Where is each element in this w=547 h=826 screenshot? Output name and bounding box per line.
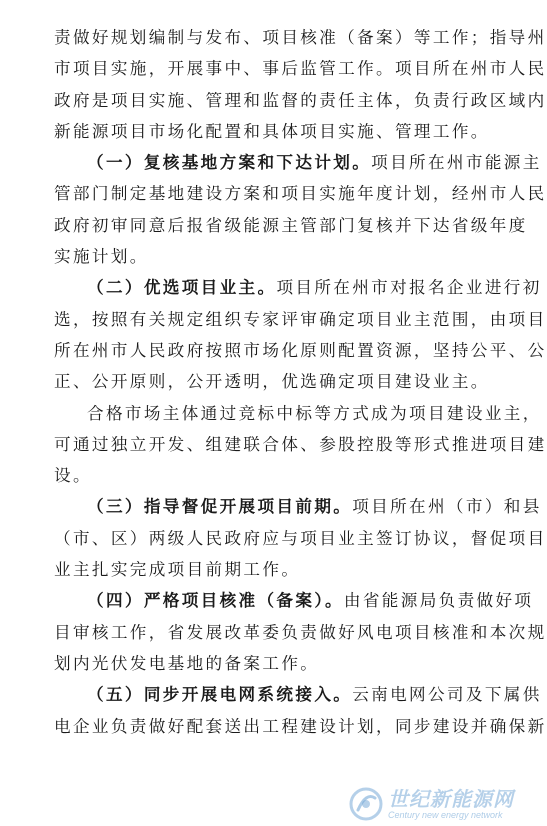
text-line: 正、公开原则，公开透明，优选确定项目建设业主。 [54, 372, 490, 392]
text-line: 管部门制定基地建设方案和项目实施年度计划，经州市人民 [54, 184, 547, 204]
site-watermark [348, 784, 534, 824]
plain-paragraph [54, 398, 547, 492]
section-paragraph [54, 585, 547, 679]
text-line: 设。 [54, 466, 92, 486]
section-heading: （一）复核基地方案和下达计划。 [87, 152, 372, 173]
section-text: 项目所在州市对报名企业进行初 [276, 278, 542, 298]
section-text: 项目所在州市能源主 [371, 153, 542, 173]
section-paragraph [54, 491, 547, 585]
section-text: 项目所在州（市）和县 [352, 497, 542, 517]
text-line: 责做好规划编制与发布、项目核准（备案）等工作；指导州 [54, 28, 547, 47]
text-line: 政府初审同意后报省级能源主管部门复核并下达省级年度 [54, 215, 528, 235]
text-line: 实施计划。 [54, 247, 149, 267]
energy-logo-icon [348, 786, 384, 822]
text-line: 政府是项目实施、管理和监督的责任主体，负责行政区域内 [54, 90, 547, 110]
section-first-line [54, 491, 542, 522]
section-text: 由省能源局负责做好项 [343, 591, 534, 611]
section-heading: （三）指导督促开展项目前期。 [87, 496, 353, 517]
paragraph-first-line [54, 398, 542, 429]
text-line: 划内光伏发电基地的备案工作。 [54, 653, 320, 673]
section-paragraph [54, 272, 547, 397]
section-paragraph [54, 679, 547, 742]
text-line: 可通过独立开发、组建联合体、参股控股等形式推进项目建 [54, 434, 547, 454]
section-first-line [54, 585, 534, 616]
section-heading: （四）严格项目核准（备案）。 [87, 590, 344, 611]
text-line: 市项目实施，开展事中、事后监管工作。项目所在州市人民 [54, 59, 547, 79]
section-text: 合格市场主体通过竞标中标等方式成为项目建设业主， [87, 403, 542, 423]
watermark-subtitle: Century new energy network [388, 809, 503, 820]
document-body [54, 22, 547, 742]
intro-paragraph [54, 22, 547, 147]
section-text: 云南电网公司及下属供 [352, 685, 542, 705]
watermark-title: 世纪新能源网 [388, 786, 514, 811]
text-line: 目审核工作，省发展改革委负责做好风电项目核准和本次规 [54, 622, 547, 642]
section-paragraph [54, 147, 547, 272]
text-line: 业主扎实完成项目前期工作。 [54, 560, 301, 580]
text-line: 新能源项目市场化配置和具体项目实施、管理工作。 [54, 121, 490, 141]
section-first-line [54, 147, 542, 178]
section-first-line [54, 679, 542, 710]
section-first-line [54, 272, 542, 303]
section-heading: （二）优选项目业主。 [87, 277, 277, 298]
text-line: （市、区）两级人民政府应与项目业主签订协议，督促项目 [54, 528, 547, 548]
text-line: 所在州市人民政府按照市场化原则配置资源，坚持公平、公 [54, 340, 547, 360]
text-line: 电企业负责做好配套送出工程建设计划，同步建设并确保新 [54, 716, 547, 736]
section-heading: （五）同步开展电网系统接入。 [87, 684, 353, 705]
text-line: 选，按照有关规定组织专家评审确定项目业主范围，由项目 [54, 309, 547, 329]
